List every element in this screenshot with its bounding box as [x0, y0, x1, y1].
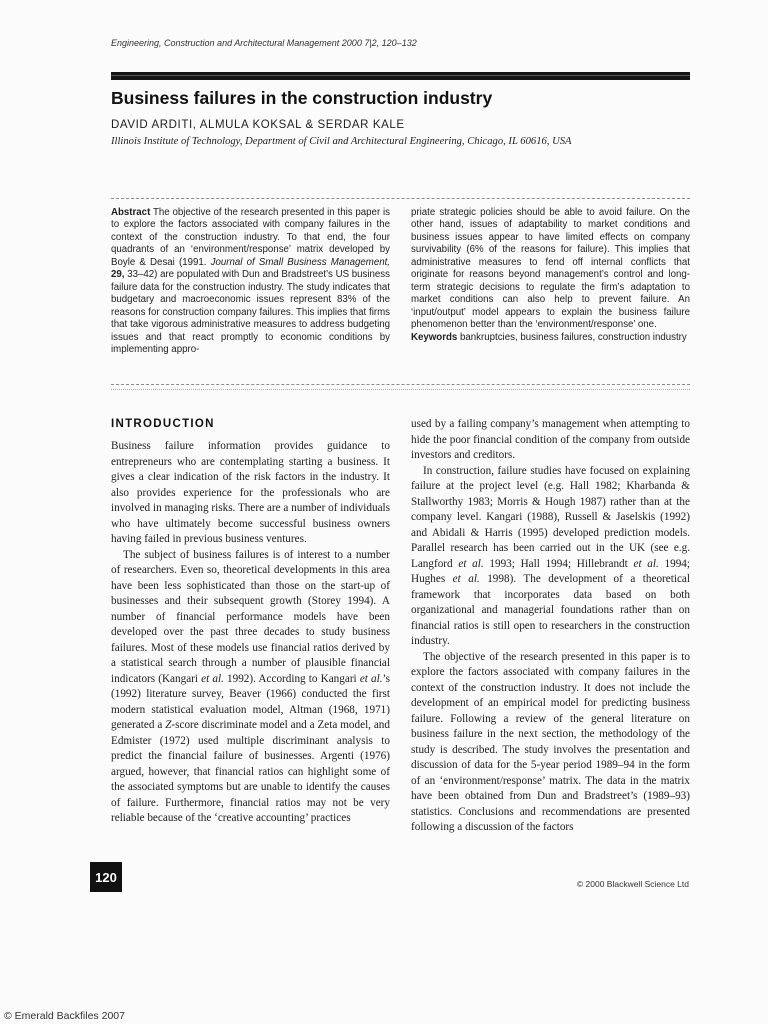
author-affiliation: Illinois Institute of Technology, Department of Civil and Architectural Engineering, Chicago, IL 60616, USA: [111, 136, 572, 147]
body-left-column: [111, 439, 390, 827]
et-al: et al.: [201, 672, 224, 685]
abstract-journal-name: Journal of Small Business Management,: [210, 256, 390, 268]
abstract-text-left-1: The objective of the research presented in this paper is to explore the factors associated with company failures in the context of the construction industry. To that end, the four quadrants of an ‘environment/response’ matrix developed by Boyle & Desai (1991.: [111, 207, 390, 268]
abstract-top-rule: [111, 198, 690, 199]
et-al: et al.: [633, 557, 659, 570]
et-al: et al.: [458, 557, 484, 570]
abstract-text-right: priate strategic policies should be able to avoid failure. On the other hand, issues of adaptability to market conditions and business issues appear to have limited effects on company survivability (6% of the reasons for failure). This implies that administrative measures to fend off internal conflicts that originate for reasons beyond management’s control and long-term strategic decisions to regulate the firm’s adaptation to market conditions can also help to prevent failure. An ‘input/output’ model appears to explain the business failure phenomenon better than the ‘environment/response’ one.: [411, 207, 690, 331]
intro-p2-text-d: -score discriminate model and a Zeta model, and Edmister (1972) used multiple discriminant analysis to predict the financial failure of businesses. Argenti (1976) argued, however, that financial ratios can highlight some of the associated symptoms but are unable to identify the causes of failure. Furthermore, financial ratios may not be very reliable because of the ‘creative accounting’ practices: [111, 719, 390, 824]
abstract-bottom-rule: [111, 384, 690, 385]
section-heading-introduction: INTRODUCTION: [111, 418, 215, 430]
article-title: Business failures in the construction industry: [111, 88, 493, 108]
intro-paragraph-3: used by a failing company’s management when attempting to hide the poor financial condition of the company from outside investors and creditors.: [411, 418, 690, 461]
abstract-paragraph-left: [111, 207, 390, 356]
keywords-line: [411, 332, 690, 344]
intro-p4-text-d: 1998). The development of a theoretical framework that incorporates data based on both organizational and managerial foundations rather than on financial ratios is still open to researchers in the construction industry.: [411, 573, 690, 647]
abstract-right-column: [411, 207, 690, 344]
intro-p2-text-a: The subject of business failures is of interest to a number of researchers. Even so, theoretical developments in this area have been less sophisticated than those on the start-up of businesses and their subsequent growth (Storey 1994). A number of financial performance models have been developed over the past three decades to study business failures. Most of these models use financial ratios derived by a statistical search through a number of plausible financial indicators (Kangari: [111, 548, 390, 685]
intro-paragraph-4: [411, 464, 690, 650]
publisher-copyright: © 2000 Blackwell Science Ltd: [576, 879, 689, 889]
header-rule: [111, 72, 690, 80]
abstract-left-column: [111, 207, 390, 356]
archive-footer: © Emerald Backfiles 2007: [4, 1010, 125, 1022]
body-right-column: [411, 417, 690, 836]
article-authors: DAVID ARDITI, ALMULA KOKSAL & SERDAR KALE: [111, 119, 405, 131]
z-score-letter: Z: [165, 719, 172, 731]
intro-p4-text-c: 1994; Hughes: [411, 557, 691, 585]
intro-paragraph-1: Business failure information provides guidance to entrepreneurs who are contemplating starting a business. It gives a clear indication of the risk factors in the industry. It also provides experience for the professionals who are involved in managing risks. There are a number of individuals who have ultimately become successful business owners having failed in previous business ventures.: [111, 440, 390, 545]
intro-p2-text-b: 1992). According to Kangari: [223, 672, 360, 685]
journal-citation: Engineering, Construction and Architectural Management 2000 7|2, 120–132: [111, 38, 417, 48]
keywords-text: bankruptcies, business failures, construction industry: [460, 331, 687, 343]
abstract-label: Abstract: [111, 207, 151, 218]
abstract-text-left-2: 33–42) are populated with Dun and Bradstreet’s US business failure data for the construction industry. The study indicates that budgetary and macroeconomic issues represent 83% of the reasons for construction company failures. This implies that firms that take vigorous administrative measures to address budgeting issues and that react promptly to economic conditions by implementing appro-: [111, 269, 390, 355]
intro-p2-text-c: ’s (1992) literature survey, Beaver (1966) conducted the first modern statistical evaluation model, Altman (1968, 1971) generated a: [111, 672, 390, 731]
et-al: et al.: [452, 573, 480, 585]
intro-paragraph-2: [111, 548, 390, 827]
keywords-label: Keywords: [411, 331, 458, 343]
et-al: et al.: [359, 672, 383, 685]
intro-p4-text-b: 1993; Hall 1994; Hillebrandt: [483, 557, 634, 570]
page-number: 120: [90, 862, 122, 892]
abstract-bottom-rule-2: [111, 389, 690, 390]
intro-paragraph-5: The objective of the research presented in this paper is to explore the factors associated with company failures in the context of the construction industry. It does not include the development of an empirical model for predicting business failure. Following a review of the general literature on business failure in the next section, the methodology of the study is described. The study involves the presentation and discussion of data for the 5-year period 1989–94 in the form of an ‘environment/response’ matrix. The data in the matrix have been obtained from Dun and Bradstreet’s (1989–93) statistics. Conclusions and recommendations are presented following a discussion of the factors: [411, 650, 690, 833]
abstract-journal-volume: 29,: [111, 269, 125, 281]
intro-p4-text-a: In construction, failure studies have focused on explaining failure at the project level (e.g. Hall 1982; Kharbanda & Stallworthy 1983; Morris & Hough 1987) rather than at the company level. Kangari (1988), Russell & Jaselskis (1992) and Abidali & Harris (1995) developed prediction models. Parallel research has been carried out in the UK (see e.g. Langford: [411, 464, 690, 570]
